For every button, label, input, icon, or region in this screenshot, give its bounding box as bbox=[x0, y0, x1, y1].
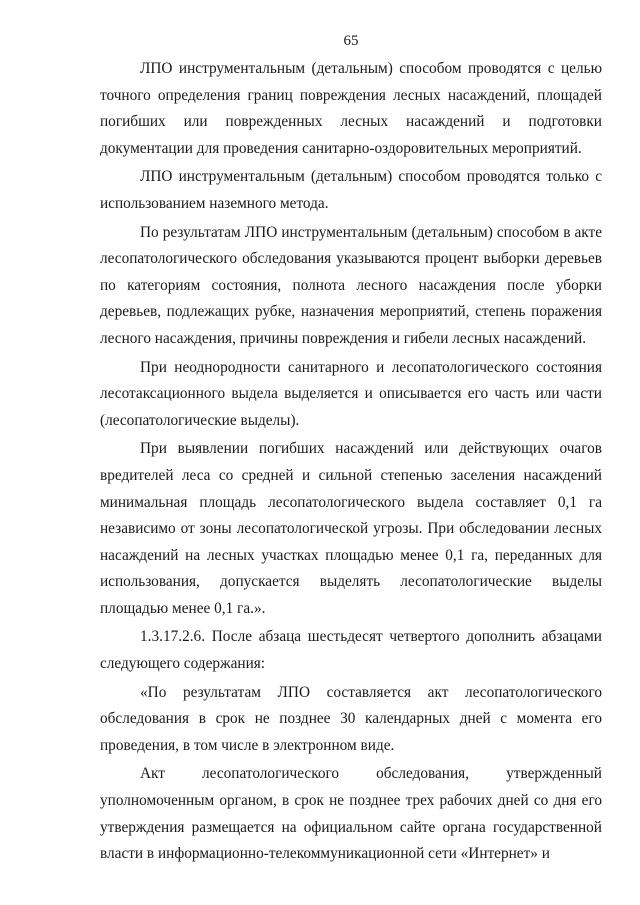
paragraph-4: При неоднородности санитарного и лесопатологического состояния лесотаксационного выдела выделяется и описывается его часть или части (лесопатологические выделы). bbox=[100, 358, 602, 429]
paragraph-8: Акт лесопатологического обследования, утвержденный уполномоченным органом, в срок не позднее трех рабочих дней со дня его утверждения размещается на официальном сайте органа государственной власти в информационно-телекоммуникационной сети «Интернет» и bbox=[100, 765, 602, 863]
page-number: 65 bbox=[343, 33, 359, 49]
paragraph-5: При выявлении погибших насаждений или действующих очагов вредителей леса со средней и сильной степенью заселения насаждений минимальная площадь лесопатологического выдела составляет 0,1 га независимо от зоны лесопатологической угрозы. При обследовании лесных насаждений на лесных участках площадью менее 0,1 га, переданных для использования, допускается выделять лесопатологические выделы площадью менее 0,1 га.». bbox=[100, 440, 602, 617]
paragraph-6: 1.3.17.2.6. После абзаца шестьдесят четвертого дополнить абзацами следующего содержания: bbox=[100, 628, 602, 673]
paragraph-1: ЛПО инструментальным (детальным) способом проводятся с целью точного определения границ повреждения лесных насаждений, площадей погибших или поврежденных лесных насаждений и подготовки документации для проведения санитарно-оздоровительных мероприятий. bbox=[100, 60, 602, 157]
paragraph-2: ЛПО инструментальным (детальным) способом проводятся только с использованием наземного метода. bbox=[100, 168, 602, 212]
paragraph-7: «По результатам ЛПО составляется акт лесопатологического обследования в срок не позднее 30 календарных дней с момента его проведения, в том числе в электронном виде. bbox=[100, 683, 602, 754]
paragraph-3: По результатам ЛПО инструментальным (детальным) способом в акте лесопатологического обследования указываются процент выборки деревьев по категориям состояния, полнота лесного насаждения после уборки деревьев, подлежащих рубке, назначения мероприятий, степень поражения лесного насаждения, причины повреждения и гибели лесных насаждений. bbox=[100, 223, 602, 347]
